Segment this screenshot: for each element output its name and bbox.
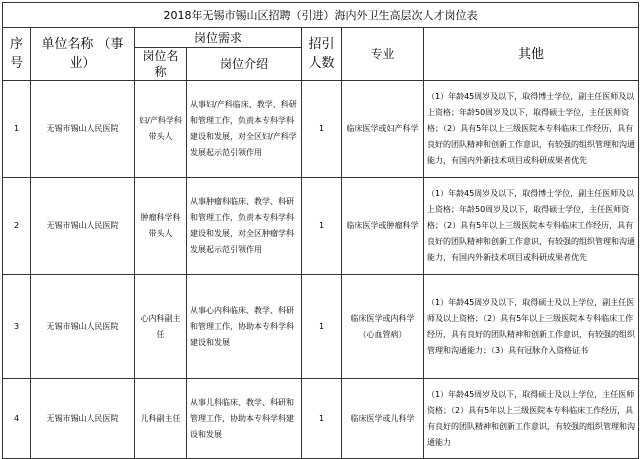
row-unit: 无锡市锡山人民医院: [31, 379, 135, 459]
row-other: （1）年龄45周岁及以下，取得硕士及以上学位，副主任医师及以上资格；（2）具有5年以上三级医院本专科临床工作经历，具有良好的团队精神和创新工作意识，有较强的组织管理和沟通能力；（3）具有冠脉介入资格证书: [424, 275, 639, 379]
row-count: 1: [302, 275, 342, 379]
row-unit: 无锡市锡山人民医院: [31, 275, 135, 379]
header-post-intro: 岗位介绍: [187, 48, 302, 81]
row-post-name: 妇/产科学科带头人: [135, 81, 187, 178]
row-major: 临床医学或妇产科学: [342, 81, 424, 178]
row-count: 1: [302, 81, 342, 178]
row-post-name: 儿科副主任: [135, 379, 187, 459]
row-unit: 无锡市锡山人民医院: [31, 178, 135, 275]
row-seq: 2: [3, 178, 31, 275]
header-major: 专业: [342, 28, 424, 81]
table-row: [3, 379, 639, 459]
row-seq: 1: [3, 81, 31, 178]
row-count: 1: [302, 178, 342, 275]
row-count: 1: [302, 379, 342, 459]
header-other: 其他: [424, 28, 639, 81]
row-other: （1）年龄45周岁及以下，取得博士学位，副主任医师及以上资格；年龄50周岁及以下，取得硕士学位，主任医师资格；（2）具有5年以上三级医院本专科临床工作经历，具有良好的团队精神和创新工作意识，有较强的组织管理和沟通能力，有国内外新技术项目或科研成果者优先: [424, 178, 639, 275]
row-post-name: 心内科副主任: [135, 275, 187, 379]
header-count: 招引人数: [302, 28, 342, 81]
row-other: （1）年龄45周岁及以下，取得硕士及以上学位，主任医师资格；（2）具有5年以上三级医院本专科临床工作经历，具有良好的团队精神和创新工作意识，有较强的组织管理和沟通能力: [424, 379, 639, 459]
row-post-intro: 从事肿瘤科临床、教学、科研和管理工作，负责本专科学科建设和发展，对全区肿瘤学科发展起示范引领作用: [187, 178, 302, 275]
row-major: 临床医学或肿瘤科学: [342, 178, 424, 275]
header-post-name: 岗位名称: [135, 48, 187, 81]
row-post-name: 肿瘤科学科带头人: [135, 178, 187, 275]
header-unit: 单位名称 （事业）: [31, 28, 135, 81]
table-row: [3, 275, 639, 379]
row-unit: 无锡市锡山人民医院: [31, 81, 135, 178]
row-other: （1）年龄45周岁及以下，取得博士学位，副主任医师及以上资格；年龄50周岁及以下，取得硕士学位，主任医师资格；（2）具有5年以上三级医院本专科临床工作经历，具有良好的团队精神和创新工作意识，有较强的组织管理和沟通能力，有国内外新技术项目或科研成果者优先: [424, 81, 639, 178]
table-row: [3, 81, 639, 178]
row-post-intro: 从事心内科临床、教学、科研和管理工作，协助本专科学科建设和发展: [187, 275, 302, 379]
row-seq: 3: [3, 275, 31, 379]
table-title: 2018年无锡市锡山区招聘（引进）海内外卫生高层次人才岗位表: [3, 3, 639, 28]
recruitment-table: [2, 2, 639, 459]
row-post-intro: 从事妇/产科临床、教学、科研和管理工作，负责本专科学科建设和发展，对全区妇/产科学发展起示范引领作用: [187, 81, 302, 178]
header-seq: 序号: [3, 28, 31, 81]
row-major: 临床医学或内科学（心血管病）: [342, 275, 424, 379]
row-seq: 4: [3, 379, 31, 459]
header-demand: 岗位需求: [135, 28, 302, 48]
row-major: 临床医学或儿科学: [342, 379, 424, 459]
row-post-intro: 从事儿科临床、教学、科研和管理工作，协助本专科学科建设和发展: [187, 379, 302, 459]
table-row: [3, 178, 639, 275]
